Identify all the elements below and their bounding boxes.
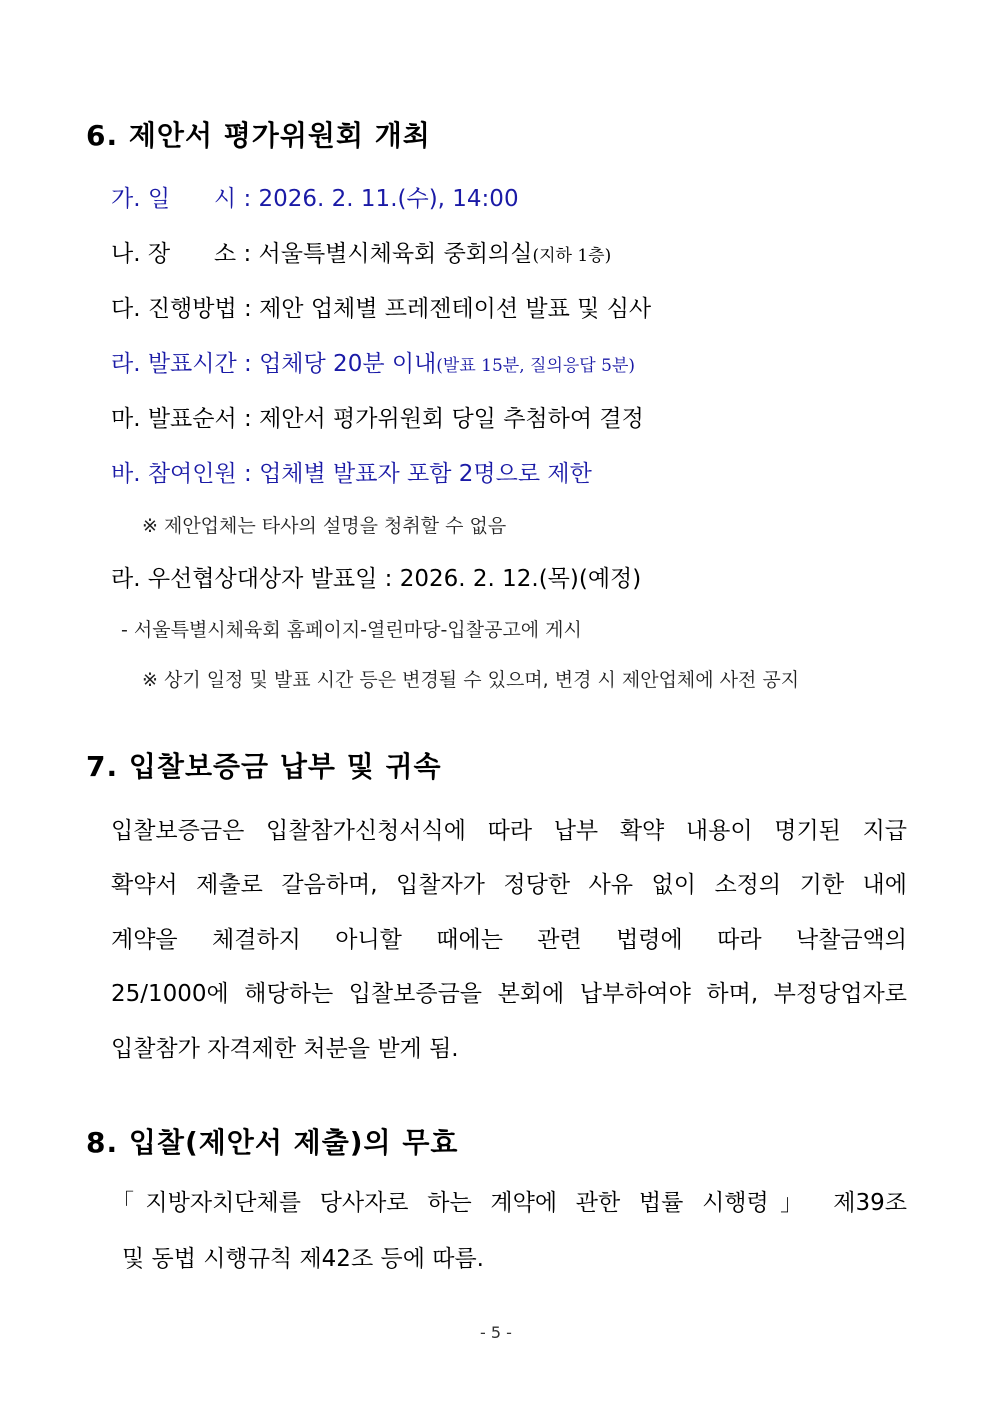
paragraph-line: 「지방자치단체를 당사자로 하는 계약에 관한 법률 시행령」 제39조: [111, 1190, 907, 1216]
item-suffix: (발표 15분, 질의응답 5분): [436, 356, 636, 376]
schedule-item-date: [111, 180, 519, 213]
section-6-title: 6. 제안서 평가위원회 개최: [86, 119, 431, 152]
paragraph-line: 확약서 제출로 갈음하며, 입찰자가 정당한 사유 없이 소정의 기한 내에: [111, 872, 907, 898]
item-value: 2026. 2. 11.(수), 14:00: [258, 186, 519, 212]
item-label: 라. 발표시간 :: [111, 351, 260, 377]
section-8-title: 8. 입찰(제안서 제출)의 무효: [86, 1126, 459, 1159]
paragraph-line: 및 동법 시행규칙 제42조 등에 따름.: [122, 1246, 484, 1272]
schedule-item-attendees: [111, 455, 592, 488]
paragraph-line: 계약을 체결하지 아니할 때에는 관련 법령에 따라 낙찰금액의: [111, 927, 907, 953]
schedule-item-order: [111, 400, 644, 433]
item-label: 바. 참여인원 :: [111, 461, 260, 487]
item-value: 업체당 20분 이내: [259, 351, 437, 377]
note-posting: - 서울특별시체육회 홈페이지-열린마당-입찰공고에 게시: [121, 619, 582, 641]
note-schedule-change: ※ 상기 일정 및 발표 시간 등은 변경될 수 있으며, 변경 시 제안업체에 사전 공지: [142, 669, 800, 691]
item-label: 다. 진행방법 :: [111, 296, 260, 322]
schedule-item-time: [111, 345, 635, 378]
schedule-item-announcement: 라. 우선협상대상자 발표일 : 2026. 2. 12.(목)(예정): [111, 566, 642, 592]
item-label: 마. 발표순서 :: [111, 406, 260, 432]
page-number: - 5 -: [480, 1323, 512, 1342]
paragraph-line: 25/1000에 해당하는 입찰보증금을 본회에 납부하여야 하며, 부정당업자로: [111, 981, 907, 1007]
schedule-item-place: [111, 235, 611, 268]
item-label: 가. 일 시 :: [111, 186, 259, 212]
paragraph-line: 입찰보증금은 입찰참가신청서식에 따라 납부 확약 내용이 명기된 지급: [111, 818, 907, 844]
schedule-item-method: [111, 290, 651, 323]
paragraph-line: 입찰참가 자격제한 처분을 받게 됨.: [111, 1036, 459, 1062]
item-label: 나. 장 소 :: [111, 241, 259, 267]
item-value: 서울특별시체육회 중회의실: [258, 241, 533, 267]
item-suffix: (지하 1층): [532, 246, 612, 266]
item-value: 업체별 발표자 포함 2명으로 제한: [259, 461, 592, 487]
item-value: 제안 업체별 프레젠테이션 발표 및 심사: [259, 296, 652, 322]
item-value: 제안서 평가위원회 당일 추첨하여 결정: [259, 406, 644, 432]
note-confidential: ※ 제안업체는 타사의 설명을 청취할 수 없음: [142, 515, 507, 537]
section-7-title: 7. 입찰보증금 납부 및 귀속: [86, 750, 442, 783]
